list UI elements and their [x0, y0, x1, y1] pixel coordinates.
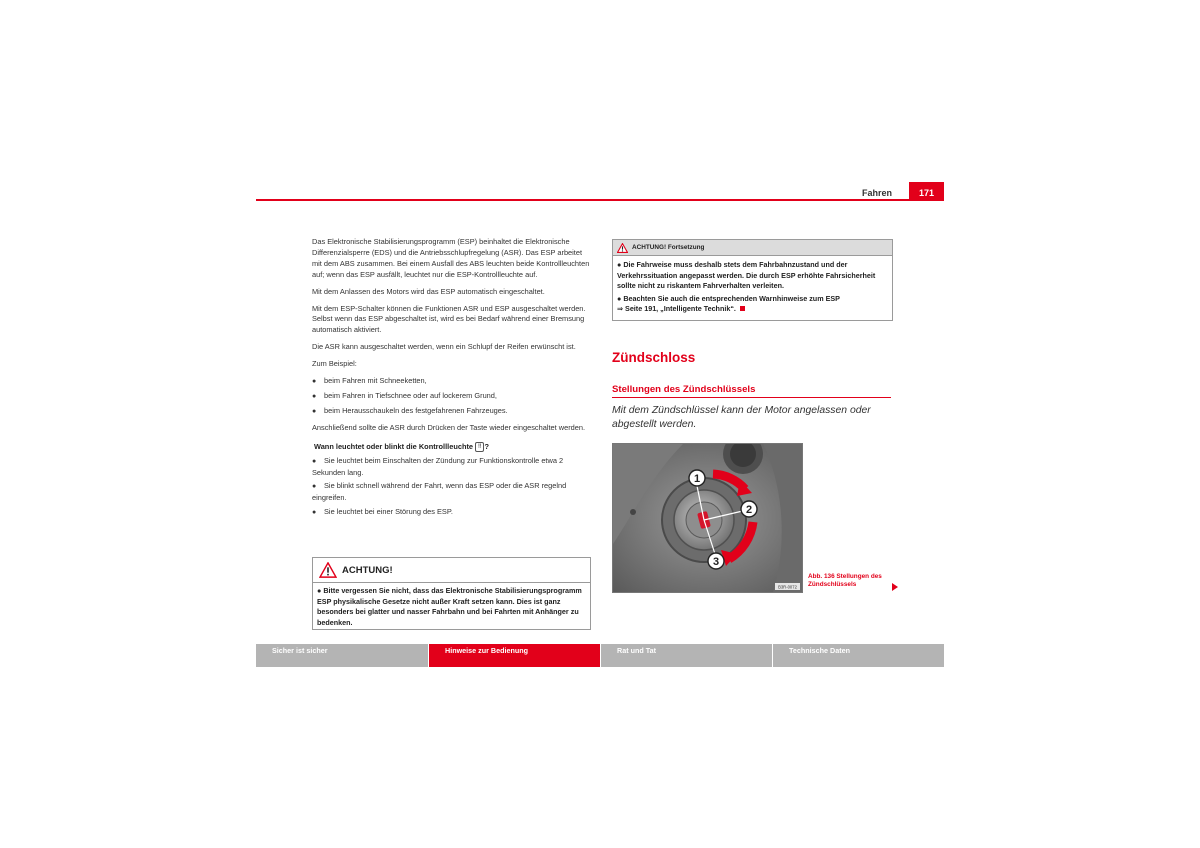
list-item [312, 391, 590, 403]
header-rule [256, 199, 944, 201]
list-item [312, 481, 590, 504]
position-1-label: 1 [693, 473, 701, 485]
warning-triangle-icon [319, 562, 337, 578]
paragraph: Mit dem ESP-Schalter können die Funktionen ASR und ESP ausgeschaltet werden. Selbst wenn das ESP abgeschaltet ist, wird es bei Bedarf während einer Bremsung automatisch aktiviert. [312, 303, 586, 335]
list-item-text: Sie blinkt schnell während der Fahrt, wenn das ESP oder die ASR regelnd eingreifen. [312, 481, 567, 503]
warning-item-text: Beachten Sie auch die entsprechenden Warnhinweise zum ESP [623, 293, 840, 303]
subsection-title: Stellungen des Zündschlüssels [612, 384, 891, 398]
bullet-icon: ● [617, 260, 624, 269]
footer-tab-sicher-ist-sicher[interactable] [256, 644, 428, 667]
page-number: 171 [909, 182, 944, 200]
warning-text: Bitte vergessen Sie nicht, dass das Elektronische Stabilisierungsprogramm ESP physikalische Gesetze nicht außer Kraft setzen kann. Dies ist ganz besonders bei glatter und nasser Fahrbahn und bei Fahrten mit Anhänger zu bedenken. [317, 586, 582, 627]
bullet-icon: ● [317, 586, 324, 595]
ignition-lock-figure [612, 443, 803, 593]
warning-box [312, 557, 591, 630]
list-item-text: beim Fahren mit Schneeketten, [324, 376, 427, 386]
header-title: Fahren [861, 188, 892, 198]
position-2-label: 2 [745, 504, 753, 516]
bullet-icon: ● [312, 407, 317, 415]
bullet-icon: ● [312, 483, 317, 491]
answer-list [312, 456, 590, 520]
paragraph: Das Elektronische Stabilisierungsprogramm (ESP) beinhaltet die Elektronische Differenzialsperre (EDS) und die Antriebsschlupfregelung (ASR). Das ESP arbeitet mit dem ABS zusammen. Bei einem Ausfall des ABS leuchten beide Kontrollleuchten auf; wenn das ESP ausfällt, leuchtet nur die ESP-Kontrollleuchte auf. [312, 237, 590, 279]
footer-tab-label: Sicher ist sicher [272, 646, 328, 655]
footer-tab-label: Technische Daten [789, 646, 850, 655]
paragraph: Anschließend sollte die ASR durch Drücken der Taste wieder eingeschaltet werden. [312, 422, 586, 432]
list-item-text: beim Herausschaukeln des festgefahrenen Fahrzeuges. [324, 405, 508, 415]
section-title: Zündschloss [612, 350, 696, 365]
figure-caption: Abb. 136 Stellungen des Zündschlüssels [808, 573, 882, 589]
bullet-icon: ● [312, 378, 317, 386]
end-marker-icon [740, 306, 745, 311]
figure-code: B3R-0072 [778, 584, 797, 590]
warning-header [313, 558, 590, 583]
warning-continuation-body [613, 256, 892, 321]
position-3-label: 3 [712, 556, 720, 568]
list-item-text: Sie leuchtet bei einer Störung des ESP. [324, 507, 453, 517]
footer-tab-label: Hinweise zur Bedienung [445, 646, 529, 655]
warning-continuation-title: ACHTUNG! Fortsetzung [632, 244, 705, 251]
list-item [312, 507, 590, 519]
bullet-icon: ● [312, 392, 317, 400]
warning-continuation-box [612, 239, 893, 321]
list-item-text: beim Fahren in Tiefschnee oder auf lockerem Grund, [324, 390, 497, 400]
warning-item-text: Die Fahrweise muss deshalb stets dem Fahrbahnzustand und der Verkehrssituation angepasst werden. Die durch ESP erhöhte Fahrsicherheit sollte nicht zu riskantem Fahrverhalten verleiten. [617, 260, 876, 290]
warning-triangle-icon [617, 243, 628, 253]
list-item-text: Sie leuchtet beim Einschalten der Zündung zur Funktionskontrolle etwa 2 Sekunden lang. [312, 455, 564, 477]
bullet-icon: ● [617, 293, 624, 303]
footer-tab-rat-und-tat[interactable] [601, 644, 772, 667]
intro-text: Mit dem Zündschlüssel kann der Motor angelassen oder abgestellt werden. [612, 405, 871, 430]
page-reference-link[interactable]: ⇒ Seite 191, „Intelligente Technik“. [617, 304, 736, 313]
question-text: Wann leuchtet oder blinkt die Kontrollleuchte [314, 441, 474, 451]
footer-tab-technische-daten[interactable] [773, 644, 944, 667]
list-item [312, 406, 590, 418]
left-column [312, 237, 590, 522]
warning-item [617, 260, 888, 292]
footer-tab-hinweise-zur-bedienung[interactable] [429, 644, 600, 667]
list-item [312, 376, 590, 388]
ignition-lock-illustration [613, 444, 802, 592]
footer-tab-label: Rat und Tat [617, 646, 656, 655]
bullet-icon: ● [312, 457, 317, 465]
warning-body [313, 583, 590, 631]
continue-arrow-icon [892, 583, 898, 591]
list-item [312, 456, 590, 479]
paragraph: Zum Beispiel: [312, 359, 357, 369]
question-heading [314, 442, 590, 453]
bullet-icon: ● [312, 509, 317, 517]
warning-title: ACHTUNG! [342, 564, 393, 576]
question-mark: ? [484, 441, 489, 451]
paragraph: Die ASR kann ausgeschaltet werden, wenn ein Schlupf der Reifen erwünscht ist. [312, 342, 576, 352]
warning-item [617, 294, 888, 315]
bullet-list [312, 376, 590, 418]
esp-warning-light-icon: !! [475, 442, 484, 452]
paragraph: Mit dem Anlassen des Motors wird das ESP automatisch eingeschaltet. [312, 286, 545, 296]
warning-continuation-header [613, 240, 892, 256]
